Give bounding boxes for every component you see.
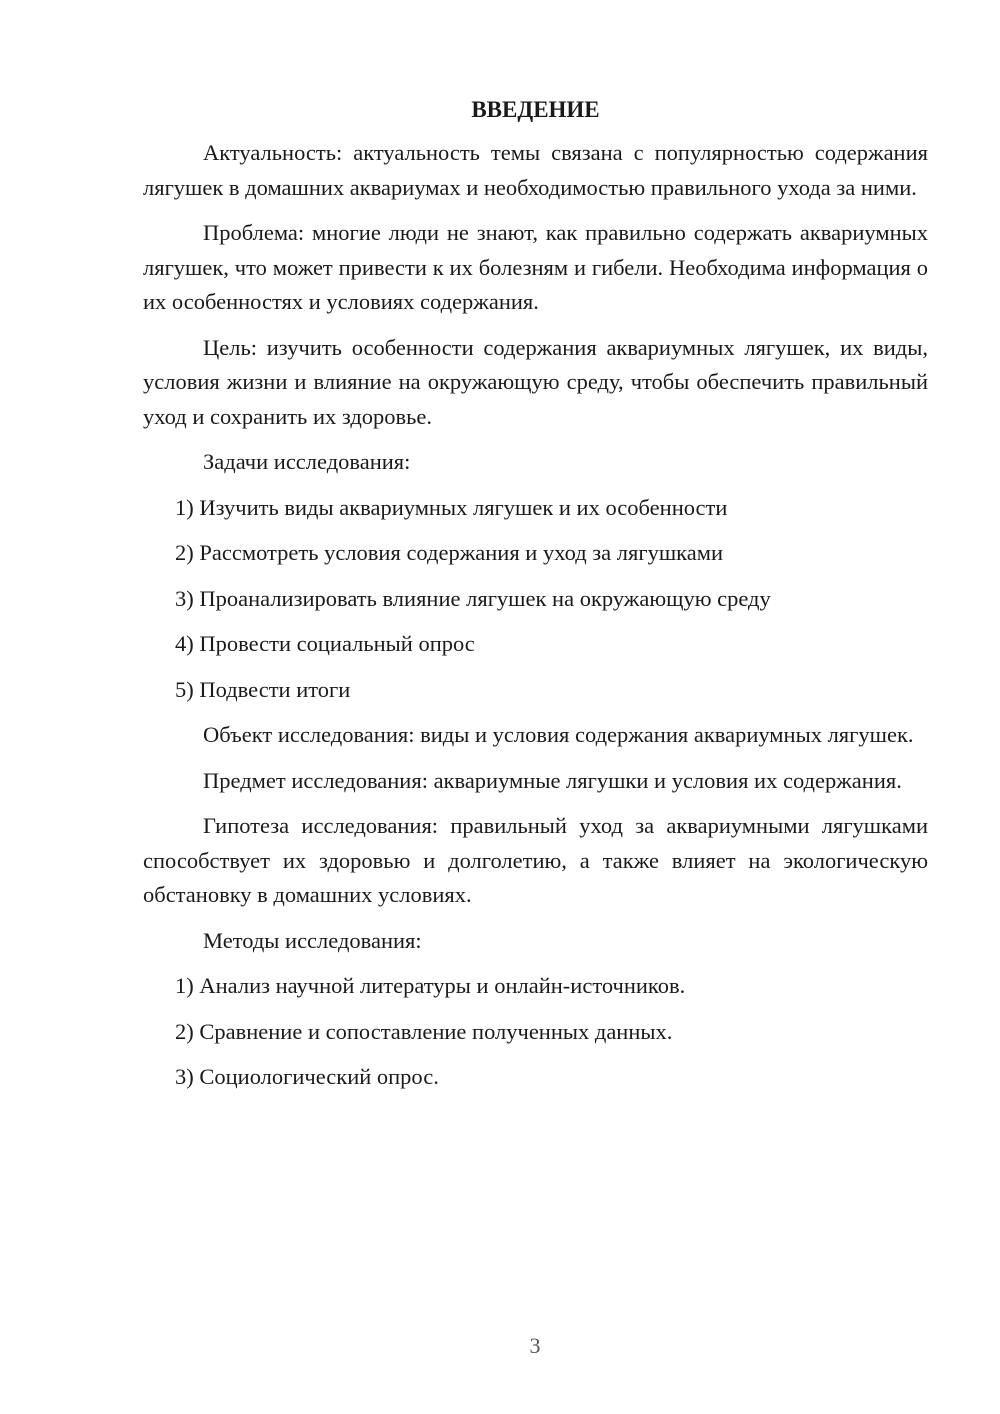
task-item-1: 1) Изучить виды аквариумных лягушек и их особенности: [175, 494, 728, 520]
task-item-5: 5) Подвести итоги: [175, 676, 351, 702]
method-item-1: 1) Анализ научной литературы и онлайн-источников.: [175, 973, 686, 998]
task-item-4: 4) Провести социальный опрос: [175, 631, 475, 656]
relevance-paragraph: Актуальность: актуальность темы связана с популярностью содержания лягушек в домашних аквариумах и необходимостью правильного ухода за ними.: [143, 140, 928, 200]
task-item-2: 2) Рассмотреть условия содержания и уход за лягушками: [175, 540, 724, 565]
tasks-heading: Задачи исследования:: [203, 449, 411, 474]
page-number: 3: [529, 1333, 541, 1358]
method-item-3: 3) Социологический опрос.: [175, 1064, 439, 1089]
hypothesis-paragraph: Гипотеза исследования: правильный уход за аквариумными лягушками способствует их здоровью и долголетию, а также влияет на экологическую обстановку в домашних условиях.: [143, 813, 928, 907]
document-page: [143, 92, 928, 1106]
methods-heading: Методы исследования:: [203, 927, 422, 953]
goal-paragraph: Цель: изучить особенности содержания аквариумных лягушек, их виды, условия жизни и влияние на окружающую среду, чтобы обеспечить правильный уход и сохранить их здоровье.: [143, 334, 928, 429]
problem-paragraph: Проблема: многие люди не знают, как правильно содержать аквариумных лягушек, что может привести к их болезням и гибели. Необходима информация о их особенностях и условиях содержания.: [143, 220, 928, 314]
subject-paragraph: Предмет исследования: аквариумные лягушки и условия их содержания.: [203, 767, 902, 793]
task-item-3: 3) Проанализировать влияние лягушек на окружающую среду: [175, 585, 771, 611]
method-item-2: 2) Сравнение и сопоставление полученных данных.: [175, 1018, 673, 1044]
section-title: ВВЕДЕНИЕ: [471, 97, 600, 122]
object-paragraph: Объект исследования: виды и условия содержания аквариумных лягушек.: [203, 722, 914, 747]
